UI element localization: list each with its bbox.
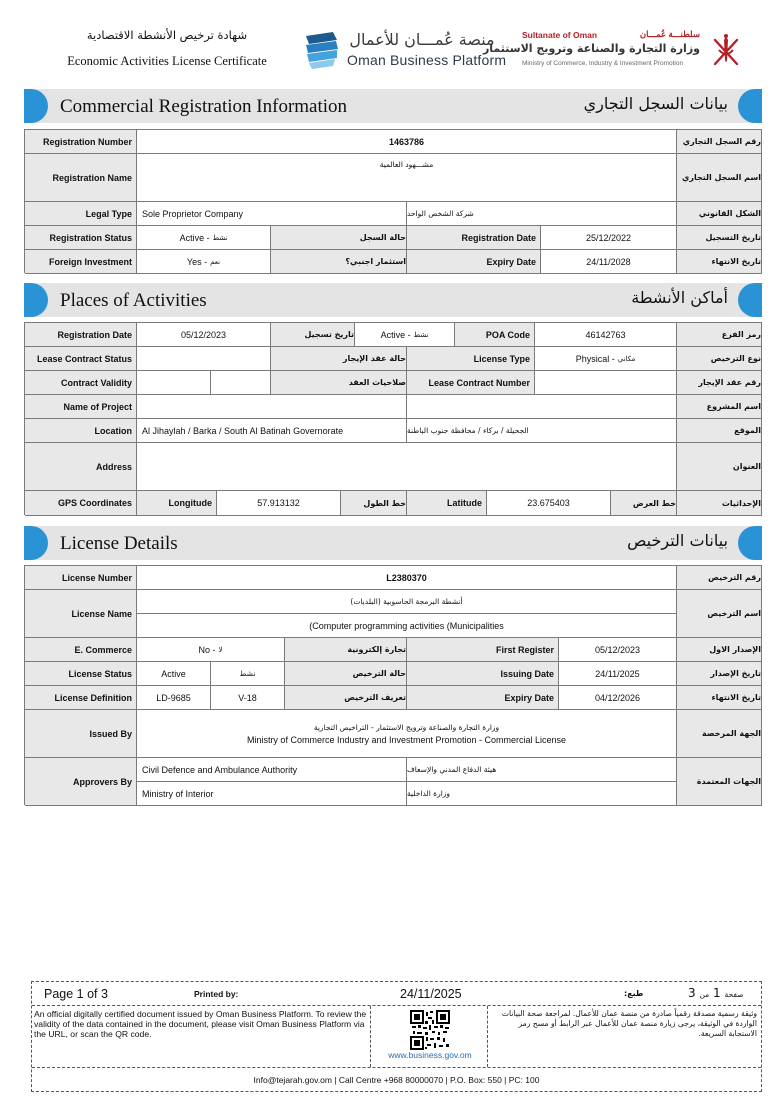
page-ar-of: من bbox=[699, 990, 710, 999]
issued-by-en: Ministry of Commerce Industry and Investment Promotion - Commercial License bbox=[246, 734, 567, 745]
license-expiry-label-ar: تاريخ الانتهاء bbox=[677, 686, 762, 710]
expiry-date-label: Expiry Date bbox=[407, 250, 541, 274]
expiry-date-value: 24/11/2028 bbox=[541, 250, 677, 274]
section-tab-right bbox=[738, 283, 762, 317]
license-type-ar: مكاني bbox=[617, 354, 636, 363]
section-tab-left bbox=[24, 526, 48, 560]
issued-by-value bbox=[137, 710, 677, 758]
license-type-value bbox=[535, 347, 677, 371]
first-register-label-ar: الإصدار الاول bbox=[677, 638, 762, 662]
reg-number-label-ar: رقم السجل التجاري bbox=[677, 130, 762, 154]
reg-status-label-ar: حالة السجل bbox=[271, 226, 407, 250]
license-expiry-label: Expiry Date bbox=[407, 686, 559, 710]
license-definition-label-ar: تعريف الترخيص bbox=[285, 686, 407, 710]
verification-note-en: An official digitally certified document issued by Oman Business Platform. To review the validity of the data contained in the document, please visit Oman Business Platform via the URL, or scan the QR code. bbox=[34, 1009, 367, 1039]
license-status-en: Active bbox=[137, 662, 211, 686]
lease-status-label: Lease Contract Status bbox=[25, 347, 137, 371]
reg-number-value: 1463786 bbox=[137, 130, 677, 154]
section-title-ar: أماكن الأنشطة bbox=[631, 288, 728, 307]
printed-by-label-ar: طبع: bbox=[624, 989, 644, 998]
issuing-date-label: Issuing Date bbox=[407, 662, 559, 686]
issued-by-label: Issued By bbox=[25, 710, 137, 758]
legal-type-value: Sole Proprietor Company bbox=[137, 202, 407, 226]
qr-code-icon[interactable] bbox=[410, 1010, 450, 1050]
legal-type-label: Legal Type bbox=[25, 202, 137, 226]
reg-status-label: Registration Status bbox=[25, 226, 137, 250]
license-definition-version: V-18 bbox=[211, 686, 285, 710]
section-header-cr bbox=[24, 89, 762, 123]
section-header-places bbox=[24, 283, 762, 317]
place-status-ar: نشط bbox=[413, 330, 429, 339]
foreign-investment-label-ar: استثمار اجنبي؟ bbox=[271, 250, 407, 274]
license-name-label-ar: اسم الترخيص bbox=[677, 590, 762, 638]
reg-name-value: مشـــهود العالمية bbox=[137, 154, 677, 202]
reg-name-label-ar: اسم السجل التجاري bbox=[677, 154, 762, 202]
reg-name-label: Registration Name bbox=[25, 154, 137, 202]
approvers-label: Approvers By bbox=[25, 758, 137, 806]
latitude-label: Latitude bbox=[407, 491, 487, 516]
license-table bbox=[24, 565, 762, 805]
license-type-label: License Type bbox=[407, 347, 535, 371]
oman-khanjar-emblem-icon bbox=[706, 30, 746, 70]
page-number: Page 1 of 3 bbox=[44, 987, 108, 1001]
ecommerce-en: No - bbox=[198, 644, 216, 655]
printed-by-label: Printed by: bbox=[194, 989, 239, 999]
longitude-label: Longitude bbox=[137, 491, 217, 516]
license-status-label-ar: حالة الترخيص bbox=[285, 662, 407, 686]
license-type-en: Physical - bbox=[575, 353, 615, 364]
reg-status-value bbox=[137, 226, 271, 250]
location-label-ar: الموقع bbox=[677, 419, 762, 443]
printed-date: 24/11/2025 bbox=[400, 987, 462, 1001]
gps-label-ar: الإحداثيات bbox=[677, 491, 762, 516]
ecommerce-label: E. Commerce bbox=[25, 638, 137, 662]
section-tab-left bbox=[24, 89, 48, 123]
ministry-logo bbox=[482, 29, 758, 74]
project-name-label: Name of Project bbox=[25, 395, 137, 419]
certificate-title-en: Economic Activities License Certificate bbox=[67, 54, 267, 68]
lease-number-label: Lease Contract Number bbox=[407, 371, 535, 395]
license-definition-label: License Definition bbox=[25, 686, 137, 710]
address-label-ar: العنوان bbox=[677, 443, 762, 491]
section-title-en: Commercial Registration Information bbox=[60, 96, 348, 117]
place-reg-date-label: Registration Date bbox=[25, 323, 137, 347]
expiry-date-label-ar: تاريخ الانتهاء bbox=[677, 250, 762, 274]
place-status-en: Active - bbox=[380, 329, 411, 340]
license-type-label-ar: نوع الترخيص bbox=[677, 347, 762, 371]
section-tab-right bbox=[738, 89, 762, 123]
section-header-license bbox=[24, 526, 762, 560]
lease-number-value bbox=[535, 371, 677, 395]
latitude-label-ar: خط العرض bbox=[611, 491, 677, 516]
poa-code-label-ar: رمز الفرع bbox=[677, 323, 762, 347]
project-name-value bbox=[137, 395, 407, 419]
footer-contact: Info@tejarah.gov.om | Call Centre +968 80000070 | P.O. Box: 550 | PC: 100 bbox=[253, 1075, 540, 1085]
place-reg-date-value: 05/12/2023 bbox=[137, 323, 271, 347]
issuing-date-value: 24/11/2025 bbox=[559, 662, 677, 686]
legal-type-label-ar: الشكل القانوني bbox=[677, 202, 762, 226]
contract-validity-label-ar: صلاحيات العقد bbox=[271, 371, 407, 395]
page-ar-total: 3 bbox=[688, 986, 696, 1000]
license-name-value-ar: أنشطة البرمجة الحاسوبية (البلديات) bbox=[137, 590, 677, 614]
lease-status-value bbox=[137, 347, 271, 371]
license-status-ar: نشط bbox=[211, 662, 285, 686]
longitude-label-ar: خط الطول bbox=[341, 491, 407, 516]
issued-by-label-ar: الجهة المرخصة bbox=[677, 710, 762, 758]
sultanate-en: Sultanate of Oman bbox=[522, 30, 598, 40]
ecommerce-label-ar: تجارة إلكترونية bbox=[285, 638, 407, 662]
license-number-value: L2380370 bbox=[137, 566, 677, 590]
reg-status-ar: نشط bbox=[212, 233, 228, 242]
license-definition-code: LD-9685 bbox=[137, 686, 211, 710]
obp-name-ar: منصة عُمـــان للأعمال bbox=[349, 30, 495, 49]
license-number-label-ar: رقم الترخيص bbox=[677, 566, 762, 590]
address-value bbox=[137, 443, 677, 491]
foreign-investment-label: Foreign Investment bbox=[25, 250, 137, 274]
foreign-investment-ar: نعم bbox=[210, 257, 221, 266]
place-status-value bbox=[355, 323, 455, 347]
issued-by-ar: وزارة التجارة والصناعة وترويج الاستثمار - التراخيص التجارية bbox=[313, 722, 500, 732]
contract-validity-from bbox=[137, 371, 211, 395]
ministry-name-en: Ministry of Commerce, Industry & Investment Promotion bbox=[522, 60, 684, 67]
license-name-value-en: (Computer programming activities (Municipalities bbox=[137, 614, 677, 638]
approver-en: Civil Defence and Ambulance Authority bbox=[137, 758, 407, 782]
latitude-value: 23.675403 bbox=[487, 491, 611, 516]
contract-validity-label: Contract Validity bbox=[25, 371, 137, 395]
longitude-value: 57.913132 bbox=[217, 491, 341, 516]
section-title-ar: بيانات السجل التجاري bbox=[583, 94, 728, 113]
first-register-label: First Register bbox=[407, 638, 559, 662]
approvers-label-ar: الجهات المعتمدة bbox=[677, 758, 762, 806]
poa-code-label: POA Code bbox=[455, 323, 535, 347]
approver-ar: وزارة الداخلية bbox=[407, 782, 677, 806]
address-label: Address bbox=[25, 443, 137, 491]
section-tab-right bbox=[738, 526, 762, 560]
reg-date-value: 25/12/2022 bbox=[541, 226, 677, 250]
verification-note-ar: وثيقة رسمية مصدقة رقمياً صادرة من منصة عمان للأعمال. لمراجعة صحة البيانات الواردة في الوثيقة، يرجى زيارة منصة عمان للأعمال عبر الرابط أو مسح رمز الاستجابة السريعة. bbox=[501, 1009, 757, 1038]
sultanate-ar: سلطنـــة عُمـــان bbox=[639, 29, 700, 39]
page-ar-current: 1 bbox=[713, 986, 721, 1000]
ecommerce-ar: لا bbox=[218, 645, 223, 654]
reg-date-label: Registration Date bbox=[407, 226, 541, 250]
project-name-label-ar: اسم المشروع bbox=[677, 395, 762, 419]
page-ar-word: صفحة bbox=[724, 990, 744, 999]
certificate-title-ar: شهادة ترخيص الأنشطة الاقتصادية bbox=[86, 28, 248, 42]
reg-number-label: Registration Number bbox=[25, 130, 137, 154]
issuing-date-label-ar: تاريخ الإصدار bbox=[677, 662, 762, 686]
approver-en: Ministry of Interior bbox=[137, 782, 407, 806]
first-register-value: 05/12/2023 bbox=[559, 638, 677, 662]
footer-print-row bbox=[32, 982, 761, 1006]
ministry-name-ar: وزارة التجارة والصناعة وترويج الاستثمار bbox=[482, 42, 700, 55]
certificate-title bbox=[52, 28, 282, 69]
legal-type-value-ar: شركة الشخص الواحد bbox=[407, 202, 677, 226]
lease-number-label-ar: رقم عقد الإيجار bbox=[677, 371, 762, 395]
obp-logo-icon bbox=[303, 30, 341, 70]
license-expiry-value: 04/12/2026 bbox=[559, 686, 677, 710]
obp-name-en: Oman Business Platform bbox=[347, 52, 507, 68]
poa-code-value: 46142763 bbox=[535, 323, 677, 347]
license-status-label: License Status bbox=[25, 662, 137, 686]
ecommerce-value bbox=[137, 638, 285, 662]
license-number-label: License Number bbox=[25, 566, 137, 590]
gps-label: GPS Coordinates bbox=[25, 491, 137, 516]
foreign-investment-value bbox=[137, 250, 271, 274]
page-number-ar bbox=[688, 986, 744, 1000]
footer-verification-row bbox=[32, 1006, 761, 1068]
reg-status-en: Active - bbox=[179, 232, 210, 243]
location-value-ar: الجحيلة / بركاء / محافظة جنوب الباطنة bbox=[407, 419, 677, 443]
license-name-label: License Name bbox=[25, 590, 137, 638]
foreign-investment-en: Yes - bbox=[186, 256, 208, 267]
approver-ar: هيئة الدفاع المدني والإسعاف bbox=[407, 758, 677, 782]
qr-section bbox=[370, 1006, 488, 1067]
contract-validity-to bbox=[211, 371, 271, 395]
section-title-ar: بيانات الترخيص bbox=[627, 531, 728, 550]
section-tab-left bbox=[24, 283, 48, 317]
section-title-en: Places of Activities bbox=[60, 290, 207, 311]
places-table bbox=[24, 322, 762, 515]
location-label: Location bbox=[25, 419, 137, 443]
document-footer bbox=[31, 981, 762, 1092]
project-name-value-ar bbox=[407, 395, 677, 419]
location-value: Al Jihaylah / Barka / South Al Batinah Governorate bbox=[137, 419, 407, 443]
obp-logo bbox=[303, 28, 507, 72]
cr-table bbox=[24, 129, 762, 273]
verification-url[interactable]: www.business.gov.om bbox=[388, 1050, 472, 1060]
section-title-en: License Details bbox=[60, 533, 178, 554]
reg-date-label-ar: تاريخ التسجيل bbox=[677, 226, 762, 250]
place-reg-date-label-ar: تاريخ تسجيل bbox=[271, 323, 355, 347]
lease-status-label-ar: حالة عقد الإيجار bbox=[271, 347, 407, 371]
